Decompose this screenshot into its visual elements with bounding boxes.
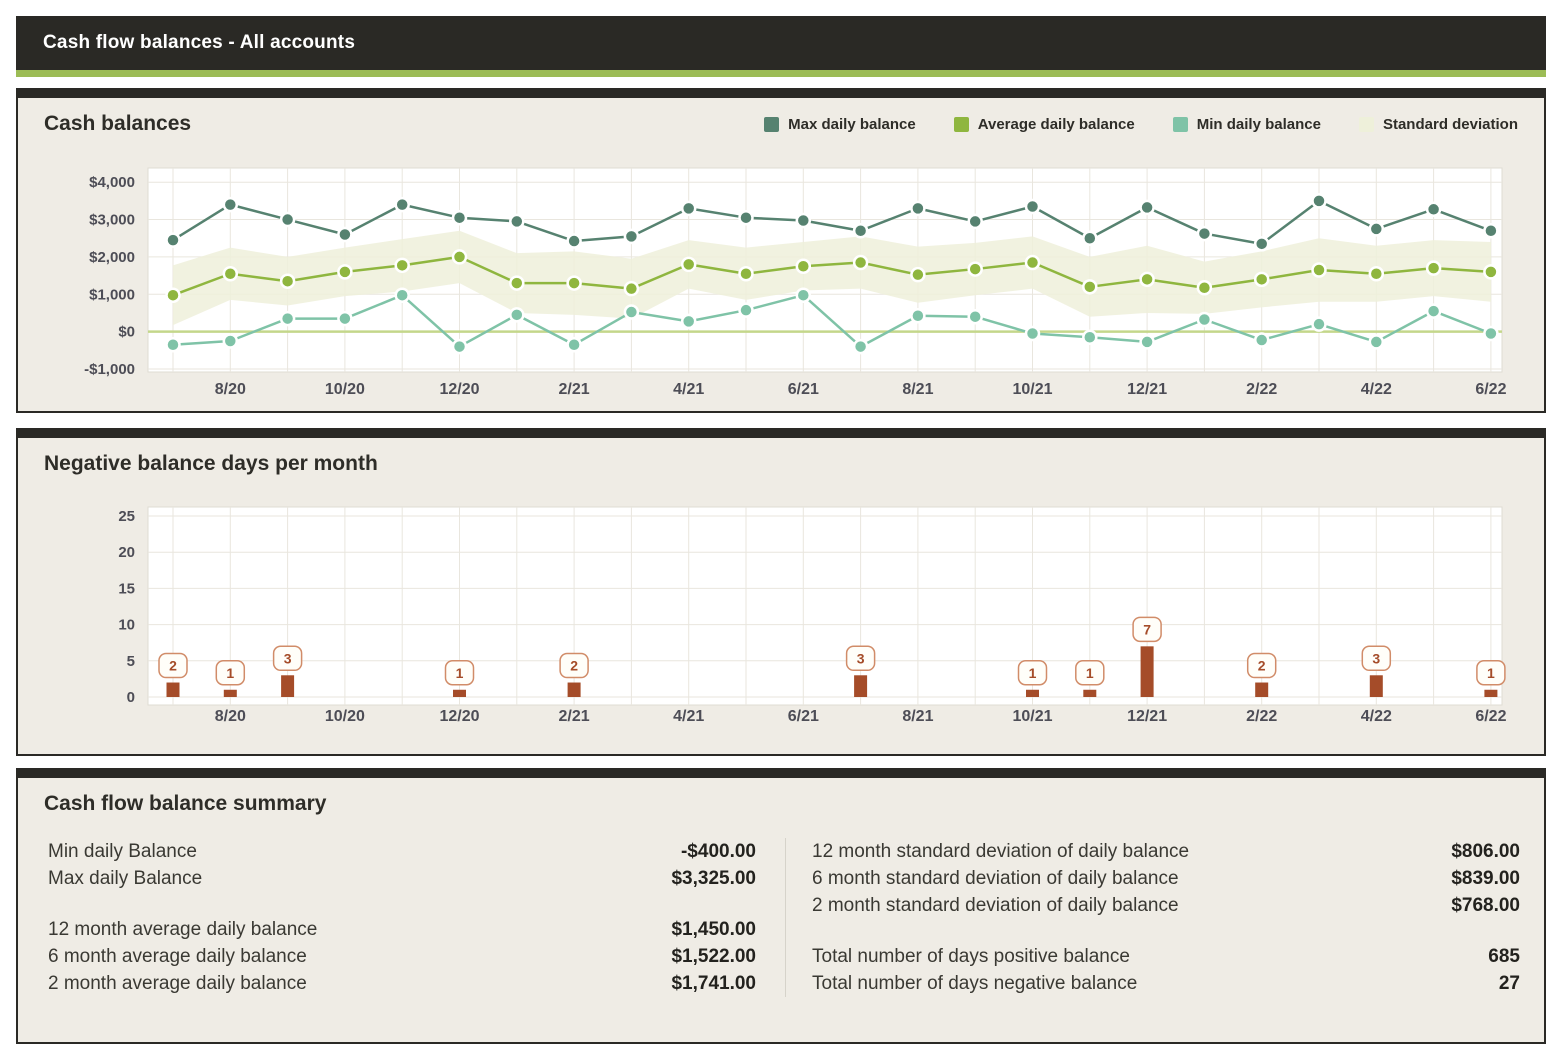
legend-swatch-icon [1359,117,1374,132]
min-series-point[interactable] [396,289,409,302]
avg-series-point[interactable] [1141,273,1154,286]
summary-value: $1,522.00 [671,945,756,967]
avg-series-point[interactable] [510,277,523,290]
negative-days-bar[interactable] [568,683,581,697]
negative-days-bar[interactable] [1370,675,1383,697]
max-series-point[interactable] [1427,203,1440,216]
negative-days-chart [18,438,1544,746]
min-series-point[interactable] [854,340,867,353]
max-series-point[interactable] [854,224,867,237]
min-series-point[interactable] [1083,331,1096,344]
summary-label: 2 month average daily balance [48,972,307,994]
negative-days-bar[interactable] [1083,690,1096,697]
summary-value: $768.00 [1451,894,1520,916]
summary-row [812,865,1520,892]
svg-text:5: 5 [126,652,135,670]
summary-group [812,838,1520,919]
svg-text:-$1,000: -$1,000 [84,361,135,379]
accent-bar [16,70,1546,77]
max-series-point[interactable] [1255,237,1268,250]
summary-title: Cash flow balance summary [44,792,327,815]
summary-panel [16,768,1546,1044]
avg-series-point[interactable] [1313,264,1326,277]
summary-row [812,943,1520,970]
svg-text:0: 0 [126,689,135,706]
svg-text:4/21: 4/21 [673,708,705,725]
min-series-point[interactable] [1198,313,1211,326]
max-series-point[interactable] [568,235,581,248]
cash-balances-chart [18,98,1544,405]
min-series-point[interactable] [1484,327,1497,340]
max-series-point[interactable] [1370,222,1383,235]
summary-label: Total number of days negative balance [812,972,1138,994]
summary-row [48,943,756,970]
max-series-point[interactable] [281,213,294,226]
legend-item [954,116,1135,133]
legend-swatch-icon [954,117,969,132]
avg-series-point[interactable] [396,259,409,272]
svg-text:10/20: 10/20 [324,381,365,398]
avg-series-point[interactable] [568,277,581,290]
legend-label: Average daily balance [977,116,1135,133]
max-series-point[interactable] [1141,201,1154,214]
bar-value-label: 3 [1372,650,1381,667]
bar-value-label: 7 [1143,621,1151,638]
panel-topbar [18,770,1544,778]
summary-value: $839.00 [1451,867,1520,889]
svg-text:2/21: 2/21 [558,708,590,725]
legend-item [1359,116,1518,133]
min-series-point[interactable] [740,304,753,317]
avg-series-point[interactable] [1370,267,1383,280]
avg-series-point[interactable] [224,267,237,280]
legend-swatch-icon [764,117,779,132]
svg-text:8/20: 8/20 [214,708,246,725]
svg-text:$1,000: $1,000 [89,286,135,304]
max-series-point[interactable] [797,214,810,227]
max-series-point[interactable] [167,234,180,247]
legend-swatch-icon [1173,117,1188,132]
bar-value-label: 3 [283,650,292,667]
legend-label: Min daily balance [1196,116,1321,133]
svg-text:8/21: 8/21 [902,381,934,398]
min-series-point[interactable] [911,309,924,322]
svg-text:4/21: 4/21 [673,381,705,398]
bar-value-label: 1 [455,664,464,681]
summary-value: $1,741.00 [671,972,756,994]
summary-label: 12 month average daily balance [48,918,318,940]
max-series-point[interactable] [1026,200,1039,213]
max-series-point[interactable] [396,198,409,211]
summary-value: -$400.00 [680,840,756,862]
svg-text:12/20: 12/20 [439,381,480,398]
max-series-point[interactable] [224,198,237,211]
summary-row [48,838,756,865]
negative-days-bar[interactable] [281,675,294,697]
min-series-point[interactable] [1141,335,1154,348]
svg-text:12/21: 12/21 [1127,708,1168,725]
svg-text:$2,000: $2,000 [89,248,135,266]
legend-item [764,116,916,133]
negative-days-bar[interactable] [1484,690,1497,697]
max-series-point[interactable] [740,211,753,224]
cash-balances-panel [16,88,1546,413]
summary-group [48,916,756,997]
svg-text:12/20: 12/20 [439,708,480,725]
max-series-point[interactable] [510,215,523,228]
avg-series-point[interactable] [682,258,695,271]
legend-label: Standard deviation [1382,116,1518,133]
negative-days-title: Negative balance days per month [44,452,378,475]
max-series-point[interactable] [453,211,466,224]
summary-label: Min daily Balance [48,840,197,862]
report-title: Cash flow balances - All accounts [43,32,356,53]
svg-text:2/22: 2/22 [1246,708,1278,725]
avg-series-point[interactable] [1427,262,1440,275]
svg-text:10/20: 10/20 [324,708,365,725]
svg-text:$3,000: $3,000 [89,211,135,229]
bar-value-label: 1 [1487,664,1495,681]
bar-value-label: 1 [1085,664,1094,681]
summary-value: $806.00 [1451,840,1520,862]
summary-value: 27 [1498,972,1520,994]
max-series-point[interactable] [1484,224,1497,237]
summary-label: 2 month standard deviation of daily balance [812,894,1179,916]
svg-text:25: 25 [118,508,135,526]
negative-days-bar[interactable] [224,690,237,697]
max-series-point[interactable] [338,228,351,241]
svg-text:6/21: 6/21 [787,708,819,725]
min-series-point[interactable] [167,338,180,351]
cash-balances-title: Cash balances [44,112,192,135]
legend-item [1173,116,1321,133]
max-series-point[interactable] [911,202,924,215]
avg-series-point[interactable] [740,267,753,280]
max-series-point[interactable] [625,230,638,243]
summary-row [48,916,756,943]
svg-text:$4,000: $4,000 [89,174,135,192]
negative-days-panel [16,428,1546,756]
min-series-point[interactable] [1255,334,1268,347]
negative-days-bar[interactable] [1255,683,1268,697]
plot-area [148,507,1502,705]
avg-series-point[interactable] [281,275,294,288]
svg-text:6/22: 6/22 [1475,708,1507,725]
svg-text:12/21: 12/21 [1127,381,1168,398]
avg-series-point[interactable] [1255,273,1268,286]
avg-series-point[interactable] [1198,281,1211,294]
min-series-point[interactable] [625,306,638,319]
svg-text:$0: $0 [118,323,135,341]
svg-text:2/21: 2/21 [558,381,590,398]
report-header [16,16,1546,70]
bar-value-label: 3 [856,650,865,667]
avg-series-point[interactable] [453,250,466,263]
summary-label: 6 month average daily balance [48,945,307,967]
bar-value-label: 1 [226,664,235,681]
svg-text:20: 20 [118,544,135,562]
max-series-point[interactable] [1313,194,1326,207]
svg-text:8/20: 8/20 [214,381,246,398]
summary-label: Max daily Balance [48,867,203,889]
min-series-point[interactable] [1026,327,1039,340]
legend-label: Max daily balance [788,116,916,133]
avg-series-point[interactable] [338,265,351,278]
summary-left-column [48,838,785,997]
min-series-point[interactable] [1313,318,1326,331]
svg-text:10/21: 10/21 [1012,708,1053,725]
cash-balances-legend [764,116,1518,133]
max-series-point[interactable] [1198,227,1211,240]
min-series-point[interactable] [682,315,695,328]
max-series-point[interactable] [1083,232,1096,245]
summary-value: $1,450.00 [671,918,756,940]
summary-label: Total number of days positive balance [812,945,1130,967]
avg-series-point[interactable] [1026,256,1039,269]
bar-value-label: 2 [1257,657,1266,674]
min-series-point[interactable] [338,312,351,325]
negative-days-bar[interactable] [453,690,466,697]
negative-days-bar[interactable] [854,675,867,697]
min-series-point[interactable] [969,310,982,323]
bar-value-label: 2 [169,657,177,674]
svg-text:4/22: 4/22 [1360,708,1392,725]
svg-text:10/21: 10/21 [1012,381,1053,398]
min-series-point[interactable] [224,334,237,347]
min-series-point[interactable] [568,338,581,351]
summary-right-column [785,838,1520,997]
min-series-point[interactable] [510,308,523,321]
avg-series-point[interactable] [854,256,867,269]
bar-value-label: 1 [1028,664,1037,681]
summary-label: 6 month standard deviation of daily balance [812,867,1179,889]
summary-label: 12 month standard deviation of daily balance [812,840,1190,862]
avg-series-point[interactable] [625,282,638,295]
avg-series-point[interactable] [1484,265,1497,278]
svg-text:4/22: 4/22 [1360,381,1392,398]
svg-text:10: 10 [118,616,135,634]
negative-days-bar[interactable] [1026,690,1039,697]
summary-value: $3,325.00 [671,867,756,889]
min-series-point[interactable] [797,289,810,302]
summary-row [812,970,1520,997]
panel-topbar [18,90,1544,98]
svg-text:6/22: 6/22 [1475,381,1507,398]
avg-series-point[interactable] [797,260,810,273]
svg-text:8/21: 8/21 [902,708,934,725]
bar-value-label: 2 [570,657,578,674]
svg-text:15: 15 [118,580,135,598]
panel-topbar [18,430,1544,438]
summary-row [812,838,1520,865]
avg-series-point[interactable] [1083,280,1096,293]
max-series-point[interactable] [969,215,982,228]
avg-series-point[interactable] [911,268,924,281]
negative-days-bar[interactable] [167,683,180,697]
negative-days-bar[interactable] [1141,646,1154,697]
summary-group [48,838,756,892]
avg-series-point[interactable] [969,263,982,276]
summary-row [48,865,756,892]
svg-text:2/22: 2/22 [1246,381,1278,398]
max-series-point[interactable] [682,202,695,215]
summary-value: 685 [1488,945,1520,967]
summary-row [48,970,756,997]
svg-text:6/21: 6/21 [787,381,819,398]
min-series-point[interactable] [453,340,466,353]
summary-columns [48,838,1520,997]
summary-row [812,892,1520,919]
summary-group [812,943,1520,997]
min-series-point[interactable] [1427,305,1440,318]
min-series-point[interactable] [1370,335,1383,348]
min-series-point[interactable] [281,312,294,325]
avg-series-point[interactable] [167,289,180,302]
